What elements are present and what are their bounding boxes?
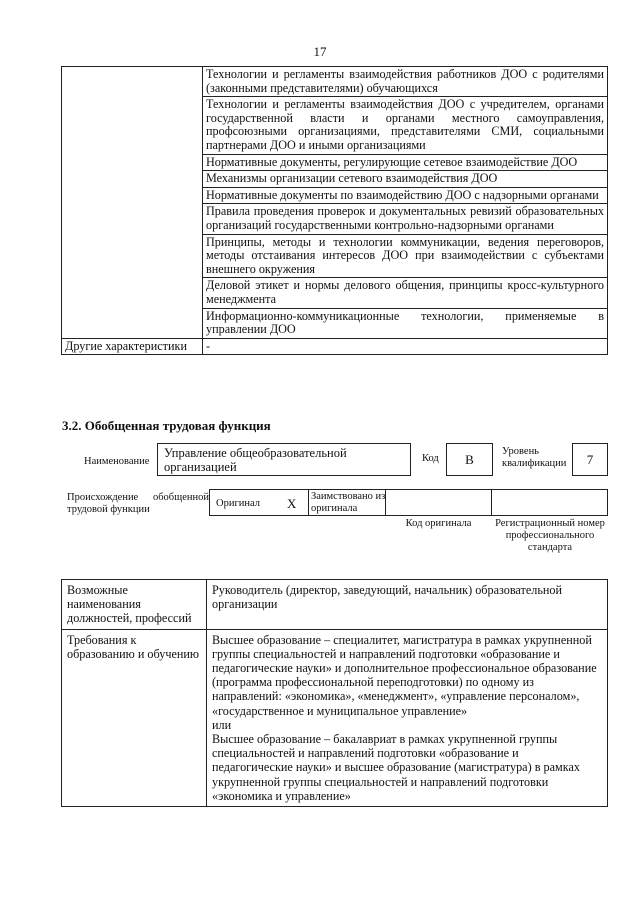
section-title: 3.2. Обобщенная трудовая функция	[62, 418, 271, 433]
original-mark: Х	[287, 496, 297, 511]
knowledge-item: Механизмы организации сетевого взаимодействия ДОО	[203, 171, 608, 188]
name-label: Наименование	[84, 456, 150, 467]
qualification-level-label: Уровень квалификации	[502, 446, 567, 469]
origin-label: Происхождение обобщенной трудовой функции	[67, 492, 209, 515]
knowledge-item: Правила проведения проверок и документальных ревизий образовательных организаций государственными контрольно-надзорными органами	[203, 204, 608, 234]
code-original-caption: Код оригинала	[405, 518, 472, 529]
name-value: Управление общеобразовательной организацией	[164, 446, 347, 474]
education-label: Требования к образованию и обучению	[62, 629, 207, 806]
education-or: или	[212, 717, 232, 732]
knowledge-item: Информационно-коммуникационные технологии, применяемые в управлении ДОО	[203, 308, 608, 338]
table-row	[62, 580, 608, 630]
code-value: В	[446, 443, 493, 476]
table-row	[62, 338, 608, 355]
education-option-1: Высшее образование – специалитет, магистратура в рамках укрупненной группы специальностей и направлений подготовки «образование и педагогические науки» и дополнительное профессиональное образование (программа профессиональной переподготовки) по одному из направлений: «экономика», «менеджмент», «управление персоналом», «государственное и муниципальное управление»	[212, 632, 597, 718]
origin-box	[209, 489, 608, 516]
knowledge-item: Деловой этикет и нормы делового общения, принципы кросс-культурного менеджмента	[203, 278, 608, 308]
knowledge-table	[61, 66, 608, 355]
origin-divider	[385, 489, 386, 516]
table-row	[62, 67, 608, 97]
education-option-2: Высшее образование – бакалавриат в рамках укрупненной группы специальностей и направлений подготовки «образование и педагогические науки» и высшее образование (магистратура) в рамках укрупненной группы специальностей и направлений подготовки «экономика и управление»	[212, 732, 580, 803]
knowledge-item: Технологии и регламенты взаимодействия работников ДОО с родителями (законными представителями) обучающихся	[203, 67, 608, 97]
knowledge-item: Принципы, методы и технологии коммуникации, ведения переговоров, методы отстаивания интересов ДОО при взаимодействии с субъектами внешнего окружения	[203, 234, 608, 278]
table-row	[62, 629, 608, 806]
positions-label: Возможные наименования должностей, профессий	[62, 580, 207, 630]
code-label: Код	[422, 453, 439, 464]
origin-divider	[491, 489, 492, 516]
requirements-table	[61, 579, 608, 807]
table-cell-empty	[62, 67, 203, 339]
education-value	[207, 629, 608, 806]
knowledge-item: Технологии и регламенты взаимодействия ДОО с учредителем, органами государственной власти и органами местного самоуправления, профсоюзными организациями, представителями СМИ, социальными партнерами ДОО и иными организациями	[203, 97, 608, 154]
name-box	[157, 443, 411, 476]
original-label: Оригинал	[216, 498, 260, 509]
other-characteristics-value: -	[203, 338, 608, 355]
knowledge-item: Нормативные документы по взаимодействию ДОО с надзорными органами	[203, 187, 608, 204]
knowledge-item: Нормативные документы, регулирующие сетевое взаимодействие ДОО	[203, 154, 608, 171]
origin-divider	[308, 489, 309, 516]
page-number: 17	[313, 44, 327, 59]
qualification-level-value: 7	[572, 443, 608, 476]
other-characteristics-label: Другие характеристики	[62, 338, 203, 355]
borrowed-label: Заимствовано из оригинала	[311, 491, 386, 514]
positions-value: Руководитель (директор, заведующий, начальник) образовательной организации	[207, 580, 608, 630]
registration-number-caption: Регистрационный номер профессионального стандарта	[495, 518, 605, 553]
